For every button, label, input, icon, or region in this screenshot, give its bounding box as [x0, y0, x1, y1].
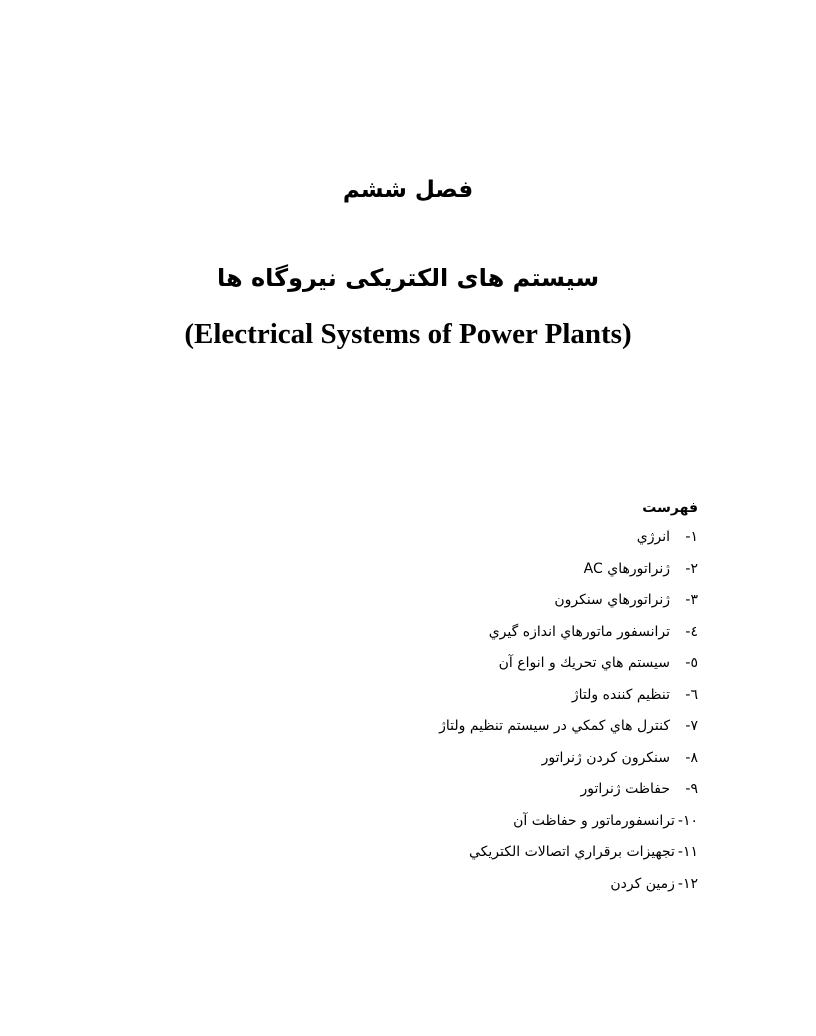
- toc-item-number: ٨-: [685, 749, 698, 766]
- toc-item: [278, 806, 698, 838]
- toc-item: [278, 554, 698, 586]
- toc-item-number: ١٢-: [677, 875, 698, 892]
- toc-item-label: انرژي: [636, 529, 670, 545]
- toc-item: [278, 617, 698, 649]
- table-of-contents: [278, 494, 698, 900]
- toc-item-label: تجهيزات برقراري اتصالات الكتريكي: [468, 844, 675, 860]
- toc-item-number: ١٠-: [677, 812, 698, 829]
- english-title: (Electrical Systems of Power Plants): [184, 318, 632, 350]
- toc-item-label: حفاظت ژنراتور: [580, 781, 670, 797]
- toc-item-number: ١-: [685, 529, 698, 545]
- chapter-title: فصل ششم: [342, 177, 474, 203]
- toc-item-label: ژنراتورهاي سنكرون: [554, 592, 670, 608]
- toc-item-label: تنظيم كننده ولتاژ: [571, 686, 670, 703]
- toc-item: [278, 585, 698, 617]
- toc-item: [278, 680, 698, 712]
- toc-item: [278, 869, 698, 901]
- toc-item-number: ٢-: [685, 560, 698, 577]
- toc-item-number: ١١-: [677, 844, 698, 860]
- toc-item: [278, 774, 698, 806]
- toc-heading: فهرست: [642, 500, 698, 516]
- toc-item-label: ژنراتورهاي AC: [583, 560, 670, 577]
- toc-item-number: ٧-: [685, 718, 698, 734]
- toc-item-label: سنكرون كردن ژنراتور: [541, 749, 670, 766]
- toc-item: [278, 522, 698, 554]
- toc-item-label: ترانسفورماتور و حفاظت آن: [513, 812, 675, 829]
- toc-item-label: سيستم هاي تحريك و انواع آن: [498, 655, 670, 671]
- toc-item: [278, 711, 698, 743]
- toc-item-number: ٦-: [685, 686, 698, 703]
- toc-item-label: زمين كردن: [610, 875, 675, 892]
- toc-item-label: ترانسفور ماتورهاي اندازه گيري: [488, 623, 670, 640]
- toc-item: [278, 648, 698, 680]
- toc-item: [278, 837, 698, 869]
- toc-item-label: كنترل هاي كمكي در سيستم تنظيم ولتاژ: [439, 718, 670, 734]
- toc-item-number: ٣-: [685, 592, 698, 608]
- page-title: سیستم های الکتریکی نیروگاه ها: [216, 264, 600, 292]
- toc-item-number: ٩-: [685, 781, 698, 797]
- toc-item: [278, 743, 698, 775]
- toc-item-number: ٥-: [685, 655, 698, 671]
- toc-item-number: ٤-: [685, 623, 698, 640]
